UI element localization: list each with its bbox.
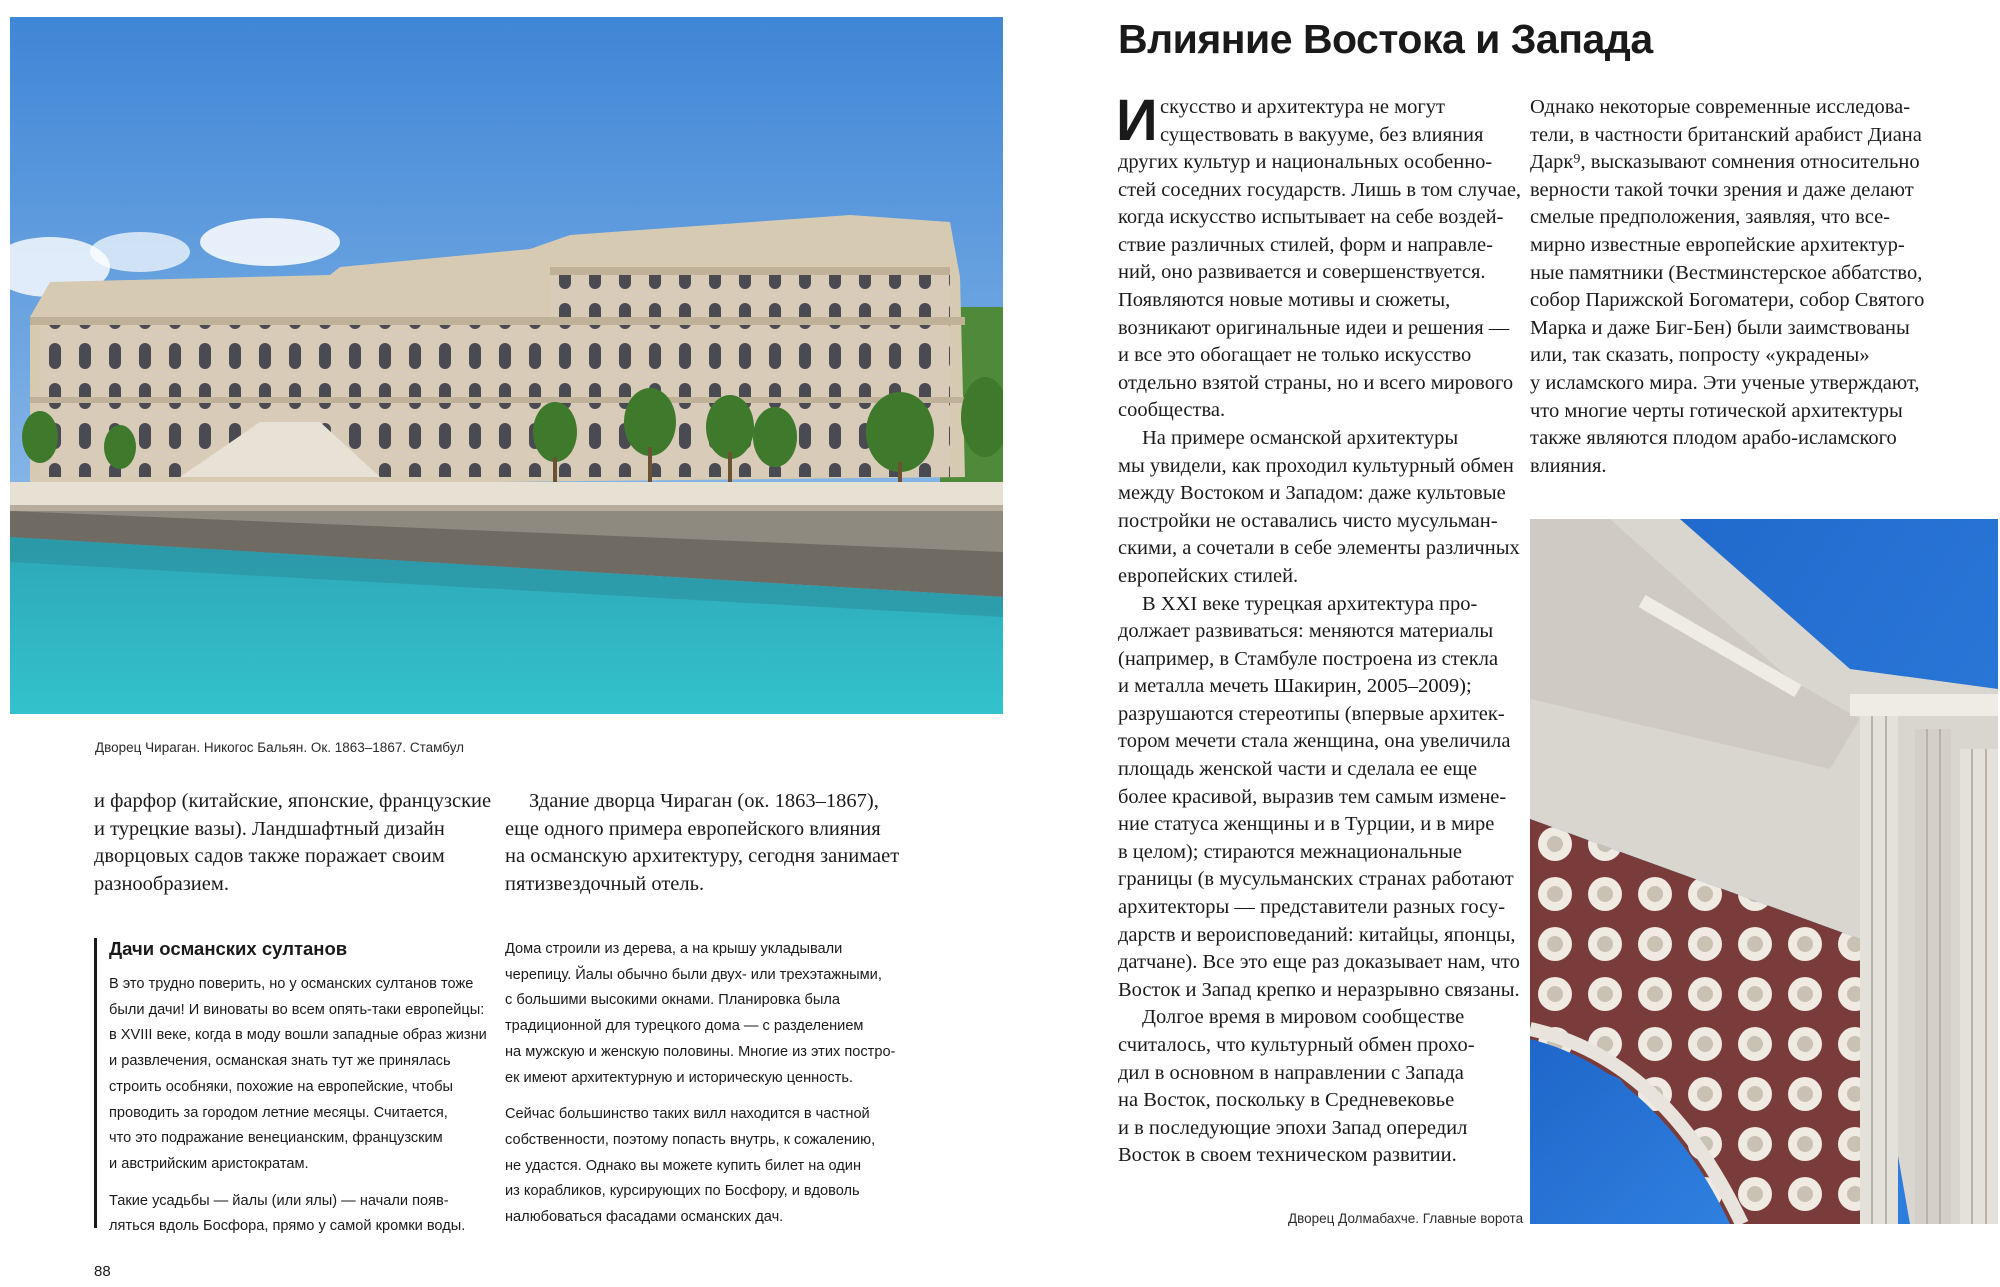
sidebar-column-1: В это трудно поверить, но у османских султанов тоже были дачи! И виноваты во всем опять-таки европейцы: в XVIII веке, когда в моду вошли западные образ жизни и развлечения, османская знать тут же принялась строить особняки, похожие на европейские, чтобы проводить за городом летние месяцы. Считается, что это подражание венецианским, французским и австрийским аристократам. Такие усадьбы — йалы (или ялы) — начали появ- ляться вдоль Босфора, прямо у самой кромки воды.	[109, 976, 487, 1235]
right-column-1-text: других культур и национальных особенно- стей соседних государств. Лишь в том случае, когда искусство испытывает на себе воздей- ствие различных стилей, форм и направле- ний, оно развивается и совершенствуется. Появляются новые мотивы и сюжеты, возникают оригинальные идеи и решения — и все это обогащает не только искусство отдельно взятой страны, но и всего мирового сообщества. На примере османской архитектуры мы увидели, как проходил культурный обмен между Востоком и Западом: даже культовые постройки не оставались чисто мусульман- скими, а сочетали в себе элементы различных европейских стилей. В XXI веке турецкая архитектура про- должает развиваться: меняются материалы (например, в Стамбуле построена из стекла и металла мечеть Шакирин, 2005–2009); разрушаются стереотипы (впервые архитек- тором мечети стала женщина, она увеличила площадь женской части и сделала ее еще более красивой, выразив тем самым измене- ние статуса женщины и в Турции, и в мире в целом); стираются межнациональные границы (в мусульманских странах работают архитекторы — представители разных госу- дарств и вероисповеданий: китайцы, японцы, датчане). Все это еще раз доказывает нам, что Восток и Запад крепко и неразрывно связаны. Долгое время в мировом сообществе считалось, что культурный обмен прохо- дил в основном в направлении с Запада на Восток, поскольку в Средневековье и в последующие эпохи Запад опередил Восток в своем техническом развитии.	[1118, 151, 1522, 1167]
ciragan-palace-photo	[10, 17, 1003, 714]
left-column-1-text: и фарфор (китайские, японские, французские и турецкие вазы). Ландшафтный дизайн дворцовых садов также поражает своим разнообразием.	[94, 790, 492, 895]
page-title: Влияние Востока и Запада	[1118, 16, 1653, 62]
dolmabahce-gate-photo	[1530, 519, 1998, 1224]
page-number: 88	[94, 1263, 111, 1280]
sidebar-column-2: Дома строили из дерева, а на крышу укладывали черепицу. Йалы обычно были двух- или трехэтажными, с большими высокими окнами. Планировка была традиционной для турецкого дома — с разделением на мужскую и женскую половины. Многие из этих постро- ек имеют архитектурную и историческую ценность. Сейчас большинство таких вилл находится в частной собственности, поэтому попасть внутрь, к сожалению, не удастся. Однако вы можете купить билет на один из корабликов, курсирующих по Босфору, и вдоволь налюбоваться фасадами османских дач.	[505, 941, 896, 1226]
photo2-caption: Дворец Долмабахче. Главные ворота	[1288, 1211, 1524, 1226]
photo1-caption: Дворец Чираган. Никогос Бальян. Ок. 1863–1867. Стамбул	[95, 740, 465, 755]
right-column-1-intro: скусство и архитектура не могут существовать в вакууме, без влияния	[1160, 96, 1484, 146]
right-column-2-text: Однако некоторые современные исследова- тели, в частности британский арабист Диана Дарк⁹, высказывают сомнения относительно верности такой точки зрения и даже делают смелые предположения, заявляя, что все- мирно известные европейские архитектур- ные памятники (Вестминстерское аббатство, собор Парижской Богоматери, собор Святого Марка и даже Биг-Бен) были заимствованы или, так сказать, попросту «украдены» у исламского мира. Эти ученые утверждают, что многие черты готической архитектуры также являются плодом арабо-исламского влияния.	[1530, 96, 1925, 477]
drop-cap: И	[1116, 88, 1158, 153]
left-column-2-text: Здание дворца Чираган (ок. 1863–1867), еще одного примера европейского влияния на османскую архитектуру, сегодня занимает пятизвездочный отель.	[505, 790, 900, 895]
sidebar-rule	[94, 938, 97, 1228]
sidebar-heading: Дачи османских султанов	[109, 938, 348, 959]
